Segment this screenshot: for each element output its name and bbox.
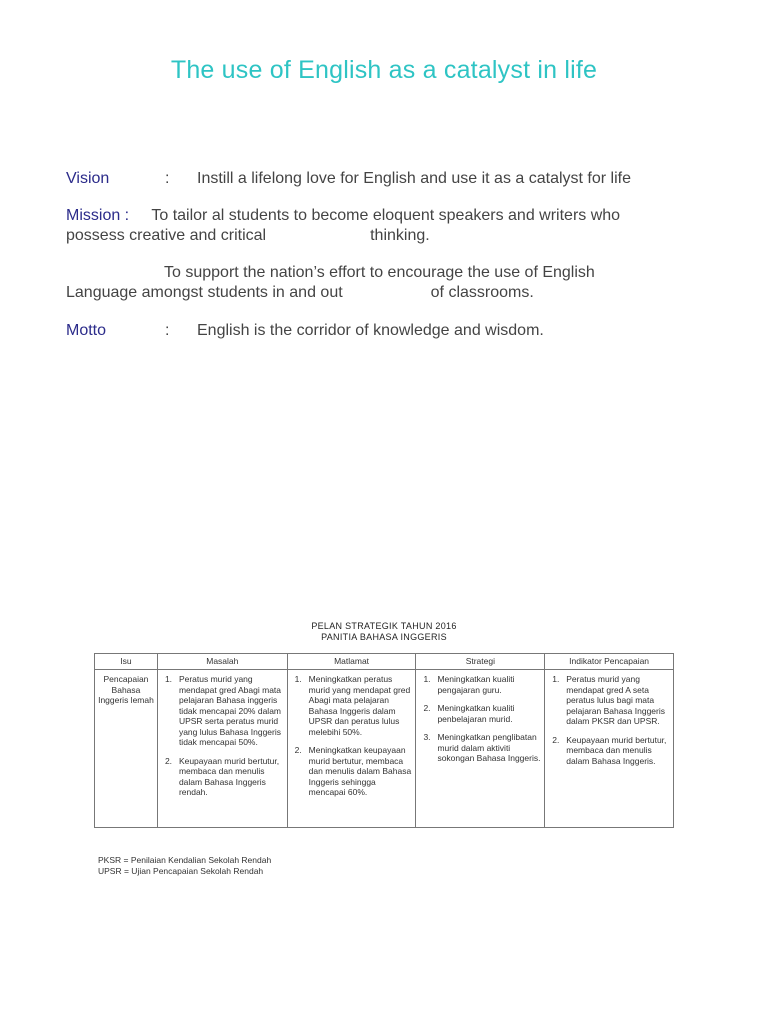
header-isu: Isu xyxy=(95,654,158,670)
motto-block xyxy=(66,321,706,341)
header-matlamat: Matlamat xyxy=(287,654,416,670)
mission-statement-2 xyxy=(66,263,706,303)
plan-heading-panel: PANITIA BAHASA INGGERIS xyxy=(321,632,447,642)
footnote-upsr: UPSR = Ujian Pencapaian Sekolah Rendah xyxy=(98,866,264,876)
item-text: Meningkatkan peratus murid yang mendapat gred Abagi mata pelajaran Bahasa Inggeris dalam UPSR dan peratus lulus melebihi 50%. xyxy=(308,674,411,737)
list-item xyxy=(161,674,284,748)
table-row xyxy=(95,670,674,828)
cell-strategi xyxy=(416,670,545,828)
list-item xyxy=(291,674,413,737)
vision-block xyxy=(66,169,706,189)
list-item xyxy=(419,703,541,724)
header-masalah: Masalah xyxy=(157,654,287,670)
cell-isu: Pencapaian Bahasa Inggeris lemah xyxy=(95,670,158,828)
item-number: 1. xyxy=(552,674,560,684)
item-number: 2. xyxy=(164,755,173,766)
item-number: 1. xyxy=(423,674,431,684)
mission-2-line-a: To support the nation’s effort to encourage the use of English xyxy=(164,264,595,281)
motto-label: Motto xyxy=(66,322,107,339)
page-title: The use of English as a catalyst in life xyxy=(170,56,598,84)
vision-colon: : xyxy=(165,170,170,187)
footnotes xyxy=(98,855,271,877)
cell-matlamat xyxy=(287,670,416,828)
list-item xyxy=(419,732,541,764)
item-text: Meningkatkan kualiti penbelajaran murid. xyxy=(437,703,515,724)
plan-heading-year: PELAN STRATEGIK TAHUN 2016 xyxy=(311,621,457,631)
table-header-row xyxy=(95,654,674,670)
item-text: Meningkatkan penglibatan murid dalam aktiviti sokongan Bahasa Inggeris. xyxy=(437,732,541,763)
cell-masalah xyxy=(157,670,287,828)
plan-heading xyxy=(0,621,768,643)
item-number: 2. xyxy=(423,703,431,713)
list-item xyxy=(291,745,413,798)
mission-1-line-b: possess creative and critical xyxy=(66,227,267,244)
strategic-plan-table xyxy=(94,653,674,828)
item-number: 3. xyxy=(423,732,431,742)
mission-block xyxy=(66,206,706,303)
item-text: Peratus murid yang mendapat gred A seta peratus lulus bagi mata pelajaran Bahasa Inggeris dalam PKSR dan UPSR. xyxy=(566,674,665,726)
list-item xyxy=(419,674,541,695)
list-item xyxy=(548,674,670,727)
list-item xyxy=(548,735,670,767)
item-number: 1. xyxy=(164,674,173,684)
item-number: 2. xyxy=(294,745,302,755)
cell-indikator xyxy=(545,670,674,828)
mission-statement-1 xyxy=(66,206,706,246)
motto-colon: : xyxy=(165,322,170,339)
motto-text: English is the corridor of knowledge and wisdom. xyxy=(197,322,544,339)
mission-2-line-b: Language amongst students in and out xyxy=(66,284,343,301)
header-indikator: Indikator Pencapaian xyxy=(545,654,674,670)
item-text: Peratus murid yang mendapat gred Abagi mata pelajaran Bahasa inggeris tidak mencapai 20% dalam UPSR serta peratus murid yang lulus Bahasa Inggeris tidak mencapai 50%. xyxy=(178,674,282,747)
item-number: 1. xyxy=(294,674,302,684)
footnote-pksr: PKSR = Penilaian Kendalian Sekolah Rendah xyxy=(98,855,272,865)
item-text: Meningkatkan kualiti pengajaran guru. xyxy=(437,674,515,695)
item-text: Keupayaan murid bertutur, membaca dan menulis dalam Bahasa Inggeris rendah. xyxy=(178,755,280,797)
vision-label: Vision xyxy=(66,170,110,187)
list-item xyxy=(161,756,284,798)
item-text: Keupayaan murid bertutur, membaca dan menulis dalam Bahasa Inggeris. xyxy=(566,734,667,766)
mission-1-line-c: thinking. xyxy=(370,227,430,244)
header-strategi: Strategi xyxy=(416,654,545,670)
item-text: Meningkatkan keupayaan murid bertutur, membaca dan menulis dalam Bahasa Inggeris sehingga mencapai 60%. xyxy=(308,745,412,797)
vision-text: Instill a lifelong love for English and use it as a catalyst for life xyxy=(197,170,631,187)
mission-1-line-a: To tailor al students to become eloquent speakers and writers who xyxy=(151,207,621,224)
item-number: 2. xyxy=(552,734,560,745)
mission-2-line-c: of classrooms. xyxy=(430,284,534,301)
mission-label: Mission : xyxy=(66,207,130,224)
